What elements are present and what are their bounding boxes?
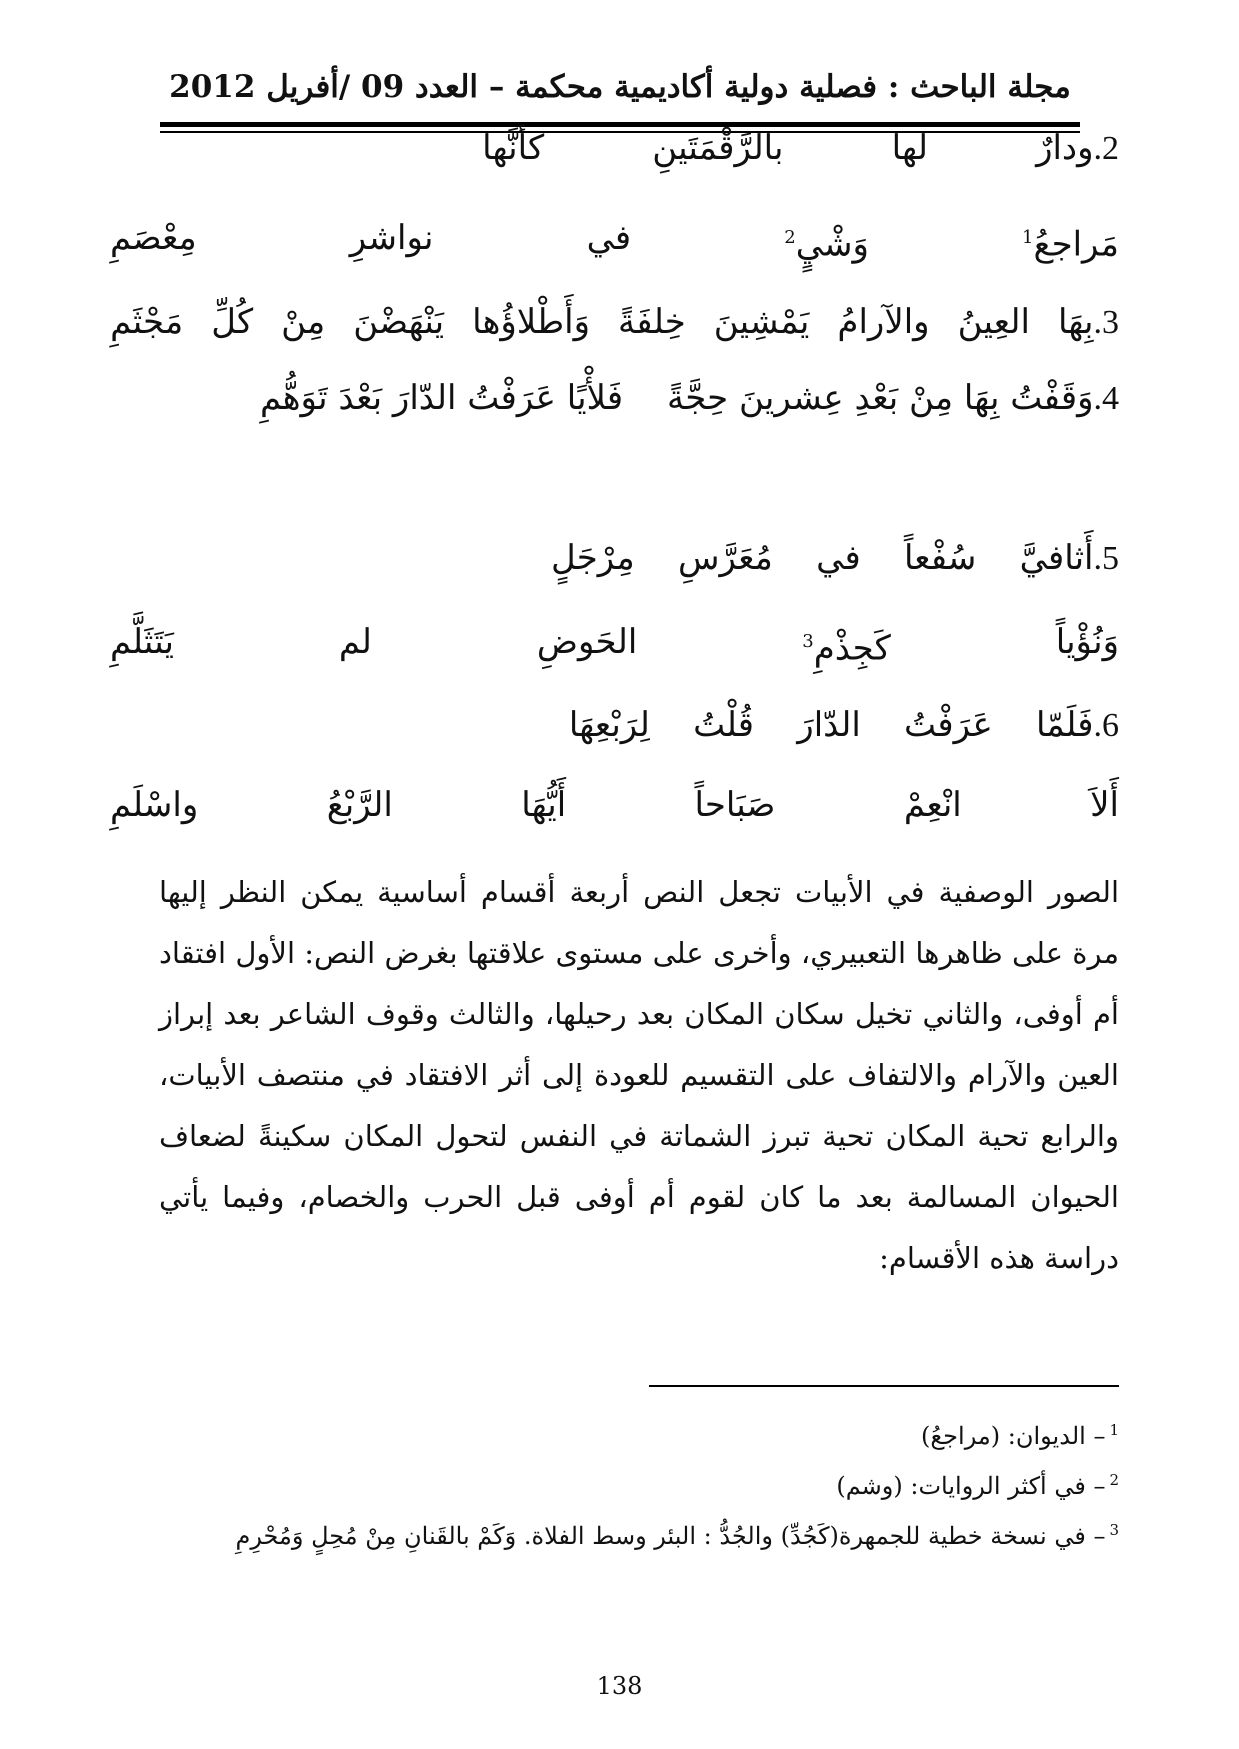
verse-word: يَتَثَلَّمِ [110,622,174,662]
verse-word: كُلِّ [211,302,254,342]
verse-word: خِلفَةً [618,302,686,342]
verse-word: أَيُّهَا [521,785,567,825]
verse-number: 5. [1093,540,1119,577]
footnote-ref: 1 [1022,227,1034,248]
verse-word-text: مَراجعُ [1033,224,1119,265]
verse-word [1058,292,1119,353]
verse-word: أَلاَ [1090,785,1119,825]
verse-word: عَرَفْتُ [904,705,993,745]
verse-word: مِنْ [281,302,326,342]
footnote-2 [119,1458,1119,1508]
verse-word: والآرامُ [837,302,930,342]
verse-word: في [816,538,861,578]
footnote-mark: 3 [1109,1521,1119,1539]
verse-word: انْعِمْ [903,785,962,825]
verse-word: مُعَرَّسِ [677,538,773,578]
footnote-ref: 3 [802,631,814,652]
verse-hemistich: فَلأْيًا عَرَفْتُ الدّارَ بَعْدَ تَوَهُّمِ [260,378,624,418]
verse-word: الرَّبْعُ [326,785,393,825]
verse-word: قُلْتُ [693,705,755,745]
verse-3 [110,292,1119,353]
verse-word: ودارٌ [1036,128,1094,168]
verse-word: العِينُ [957,302,1030,342]
verse-word: لها [891,128,928,168]
verse-word: لم [338,622,372,662]
verse-word: واسْلَمِ [110,785,199,825]
verse-number: 6. [1093,707,1119,744]
verse-word: مِعْصَمِ [110,218,197,258]
verse-2-first-hemistich [482,118,1119,179]
verse-word: مِرْجَلٍ [551,538,635,578]
verse-word: بالرَّقْمَتَينِ [652,128,784,168]
verse-hemistich-text: وَقَفْتُ بِهَا مِنْ بَعْدِ عِشرينَ حِجَّةً [666,378,1094,418]
verse-word-text: كَجِذْمِ [813,628,891,669]
page-number: 138 [596,1672,643,1700]
verse-word: وَنُؤْياً [1055,622,1119,662]
verse-word: أَثافيَّ [1019,538,1094,578]
verse-word [784,208,869,274]
verse-hemistich [667,368,1119,429]
verse-word: نواشرِ [349,218,434,258]
verse-number: 4. [1093,380,1119,417]
footnote-separator [649,1385,1119,1387]
verse-word: كأنَّها [482,128,545,168]
verse-word: يَمْشِينَ [713,302,810,342]
verse-word: وَأَطْلاؤُها [472,302,591,342]
footnote-1 [119,1408,1119,1458]
verse-2-second-hemistich [110,208,1119,274]
verse-word [1022,208,1119,274]
footnote-text: – الديوان: (مراجعُ) [921,1422,1106,1450]
verse-word: فَلَمّا [1035,705,1094,745]
verse-word: يَنْهَضْنَ [353,302,445,342]
verse-number: 3. [1093,304,1119,341]
verse-word: في [586,218,632,258]
verse-word: مَجْثَمِ [110,302,184,342]
body-paragraph: الصور الوصفية في الأبيات تجعل النص أربعة أقسام أساسية يمكن النظر إليها مرة على ظاهرها التعبيري، وأخرى على مستوى علاقتها بغرض النص: الأول افتقاد أم أوفى، والثاني تخيل سكان المكان بعد رحيلها، والثالث وقوف الشاعر بعد إبراز العين والآرام والالتفاف على التقسيم للعودة إلى أثر الافتقاد في منتصف الأبيات، والرابع تحية المكان تحية تبرز الشماتة في النفس لتحول المكان سكينةً لضعاف الحيوان المسالمة بعد ما كان لقوم أم أوفى قبل الحرب والخصام، وفيما يأتي دراسة هذه الأقسام: [159,875,1119,1275]
verse-word-text: وَشْيٍ [795,224,869,265]
footnote-mark: 2 [1109,1471,1119,1489]
footnote-text: – في نسخة خطية للجمهرة(كَجُدِّ) والجُدُّ : البئر وسط الفلاة. وَكَمْ بالقَنانِ مِنْ مُحِلٍ وَمُحْرِمِ [235,1522,1106,1550]
verse-word: الدّارَ [797,705,861,745]
journal-header: مجلة الباحث : فصلية دولية أكاديمية محكمة – العدد 09 /أفريل 2012 [169,69,1071,105]
verse-4 [260,368,1119,429]
verse-6-second-hemistich [110,775,1119,835]
footnote-mark: 1 [1109,1421,1119,1439]
verse-word [802,612,890,678]
verse-5-first-hemistich [551,528,1119,589]
verse-word: صَبَاحاً [694,785,776,825]
verse-number: 2. [1093,130,1119,167]
verse-6-first-hemistich [569,695,1119,756]
footnote-3 [119,1508,1119,1558]
verse-word: لِرَبْعِهَا [568,705,650,745]
verse-word: سُفْعاً [903,538,977,578]
verse-word: الحَوضِ [536,622,638,662]
footnote-ref: 2 [784,227,796,248]
verse-5-second-hemistich [110,612,1119,678]
verse-word-text: بِهَا [1058,302,1094,342]
footnote-text: – في أكثر الروايات: (وشم) [836,1472,1106,1500]
